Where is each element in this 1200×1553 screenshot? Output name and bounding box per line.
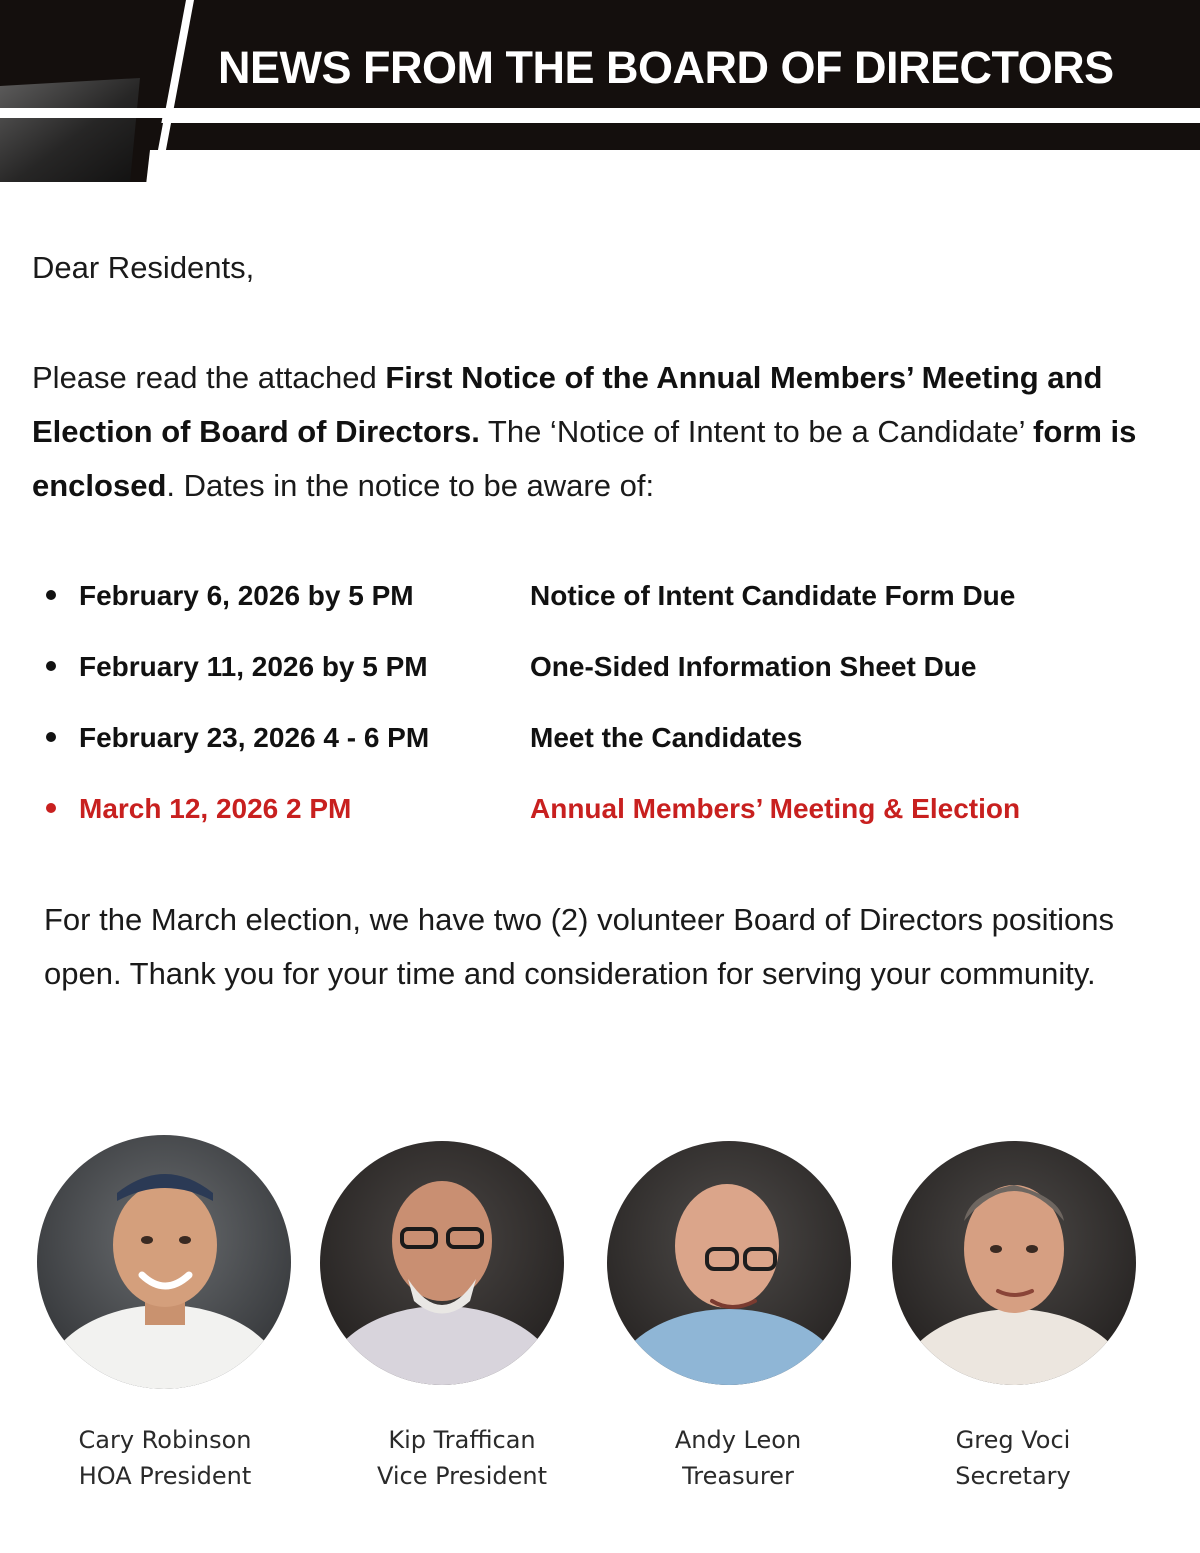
date-item — [0, 712, 1200, 762]
closing-paragraph: For the March election, we have two (2) volunteer Board of Directors positions open. Thank you for your time and consideration for serving your community. — [44, 902, 1114, 991]
portrait-photo — [892, 1141, 1136, 1385]
date-text: February 23, 2026 4 - 6 PM — [79, 722, 430, 753]
portrait-photo — [320, 1141, 564, 1385]
salutation: Dear Residents, — [32, 250, 255, 285]
member-role: HOA President — [78, 1462, 252, 1490]
date-text: March 12, 2026 2 PM — [79, 793, 352, 824]
portrait-photo — [37, 1135, 291, 1389]
event-text: Meet the Candidates — [530, 722, 803, 753]
member-name: Greg Voci — [955, 1426, 1071, 1454]
member-role: Vice President — [376, 1462, 548, 1490]
event-text: Annual Members’ Meeting & Election — [530, 793, 1021, 824]
event-text: Notice of Intent Candidate Form Due — [530, 580, 1016, 611]
bullet-icon — [46, 803, 56, 813]
intro-text-2: The ‘Notice of Intent to be a Candidate’ — [479, 414, 1034, 449]
date-text: February 11, 2026 by 5 PM — [79, 651, 428, 682]
intro-bold-form: form is enclosed — [32, 414, 1137, 503]
date-item-highlight — [0, 783, 1200, 833]
intro-text-1: Please read the attached — [32, 360, 386, 395]
intro-paragraph — [32, 351, 1182, 513]
event-text: One-Sided Information Sheet Due — [530, 651, 977, 682]
banner-title: NEWS FROM THE BOARD OF DIRECTORS — [218, 42, 1114, 93]
member-name: Andy Leon — [674, 1426, 802, 1454]
portrait-photo — [607, 1141, 851, 1385]
intro-text-3: . Dates in the notice to be aware of: — [166, 468, 655, 503]
member-role: Secretary — [955, 1462, 1071, 1490]
bullet-icon — [46, 732, 56, 742]
header-banner — [0, 0, 1200, 185]
bullet-icon — [46, 590, 56, 600]
date-item — [0, 641, 1200, 691]
date-item — [0, 570, 1200, 620]
date-text: February 6, 2026 by 5 PM — [79, 580, 414, 611]
bullet-icon — [46, 661, 56, 671]
member-name: Kip Traffican — [388, 1426, 536, 1454]
intro-bold-notice: First Notice of the Annual Members’ Meeting and Election of Board of Directors. — [32, 360, 1103, 449]
member-name: Cary Robinson — [78, 1426, 252, 1454]
member-role: Treasurer — [682, 1462, 794, 1490]
